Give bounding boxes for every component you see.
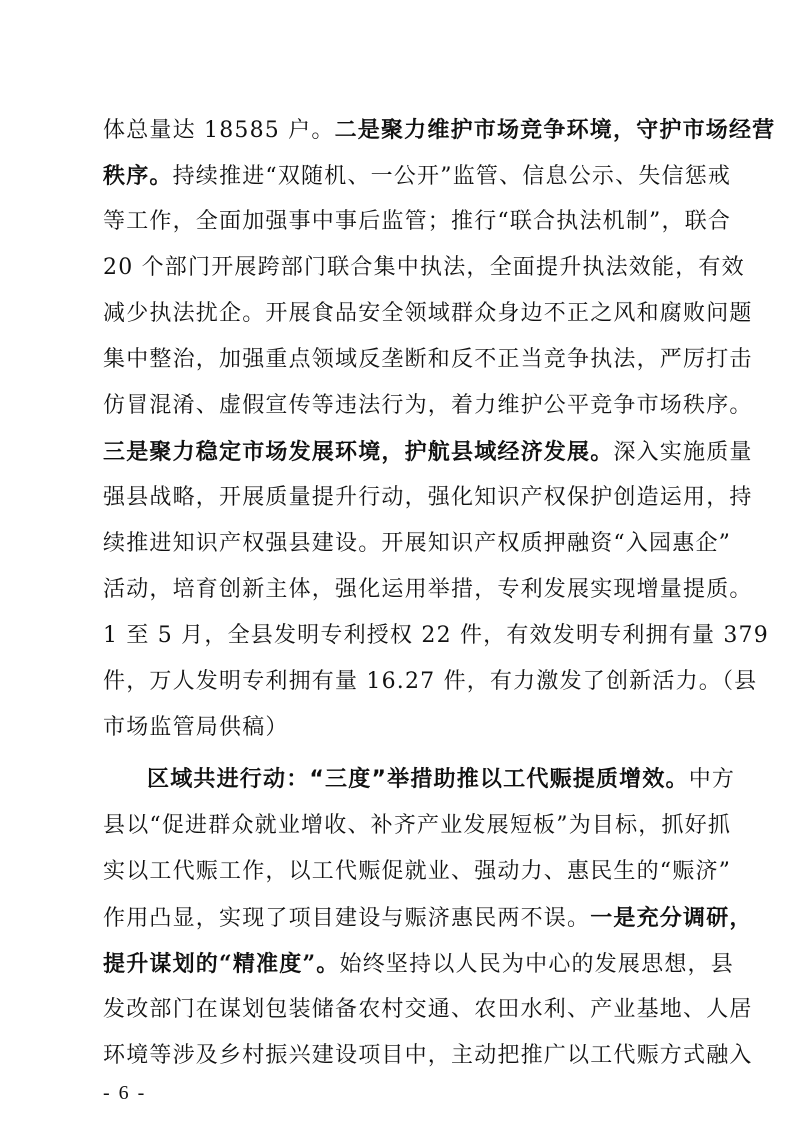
text-line: 作用凸显，实现了项目建设与赈济惠民两不误。一是充分调研，: [103, 905, 753, 931]
text-line: 仿冒混淆、虚假宣传等违法行为，着力维护公平竞争市场秩序。: [103, 393, 753, 418]
text-line: 集中整治，加强重点领域反垄断和反不正当竞争执法，严厉打击: [103, 347, 753, 372]
bold-phrase: 一是充分调研，: [590, 905, 753, 931]
text-line: 县以“促进群众就业增收、补齐产业发展短板”为目标，抓好抓: [103, 813, 732, 838]
page-number: - 6 -: [103, 1082, 147, 1104]
bold-phrase: 二是聚力维护市场竞争环境，守护市场经营: [334, 117, 776, 143]
text-line: 区域共进行动：“三度”举措助推以工代赈提质增效。中方: [147, 767, 736, 792]
text-line: 秩序。持续推进“双随机、一公开”监管、信息公示、失信惩戒: [103, 163, 732, 189]
text-line: 强县战略，开展质量提升行动，强化知识产权保护创造运用，持: [103, 485, 753, 510]
text-line: 市场监管局供稿）: [103, 715, 289, 740]
text-line: 实以工代赈工作，以工代赈促就业、强动力、惠民生的“赈济”: [103, 859, 732, 884]
text-line: 体总量达 18585 户。二是聚力维护市场竞争环境，守护市场经营: [103, 117, 776, 143]
bold-phrase: 提升谋划的“精准度”。: [103, 951, 340, 977]
bold-phrase: 秩序。: [103, 163, 173, 189]
bold-phrase: 三是聚力稳定市场发展环境，护航县域经济发展。: [103, 439, 614, 465]
text-line: 活动，培育创新主体，强化运用举措，专利发展实现增量提质。: [103, 577, 753, 602]
text-line: 1 至 5 月，全县发明专利授权 22 件，有效发明专利拥有量 379: [103, 623, 769, 648]
text-line: 续推进知识产权强县建设。开展知识产权质押融资“入园惠企”: [103, 531, 732, 556]
text-line: 等工作，全面加强事中事后监管；推行“联合执法机制”，联合: [103, 209, 732, 234]
text-line: 20 个部门开展跨部门联合集中执法，全面提升执法效能，有效: [103, 255, 745, 280]
text-line: 三是聚力稳定市场发展环境，护航县域经济发展。深入实施质量: [103, 439, 753, 465]
text-line: 发改部门在谋划包装储备农村交通、农田水利、产业基地、人居: [103, 997, 753, 1022]
text-line: 件，万人发明专利拥有量 16.27 件，有力激发了创新活力。（县: [103, 669, 758, 694]
section-heading: 区域共进行动：“三度”举措助推以工代赈提质增效。: [147, 767, 689, 792]
text-line: 提升谋划的“精准度”。始终坚持以人民为中心的发展思想，县: [103, 951, 734, 977]
text-line: 环境等涉及乡村振兴建设项目中，主动把推广以工代赈方式融入: [103, 1043, 753, 1068]
text-line: 减少执法扰企。开展食品安全领域群众身边不正之风和腐败问题: [103, 301, 753, 326]
